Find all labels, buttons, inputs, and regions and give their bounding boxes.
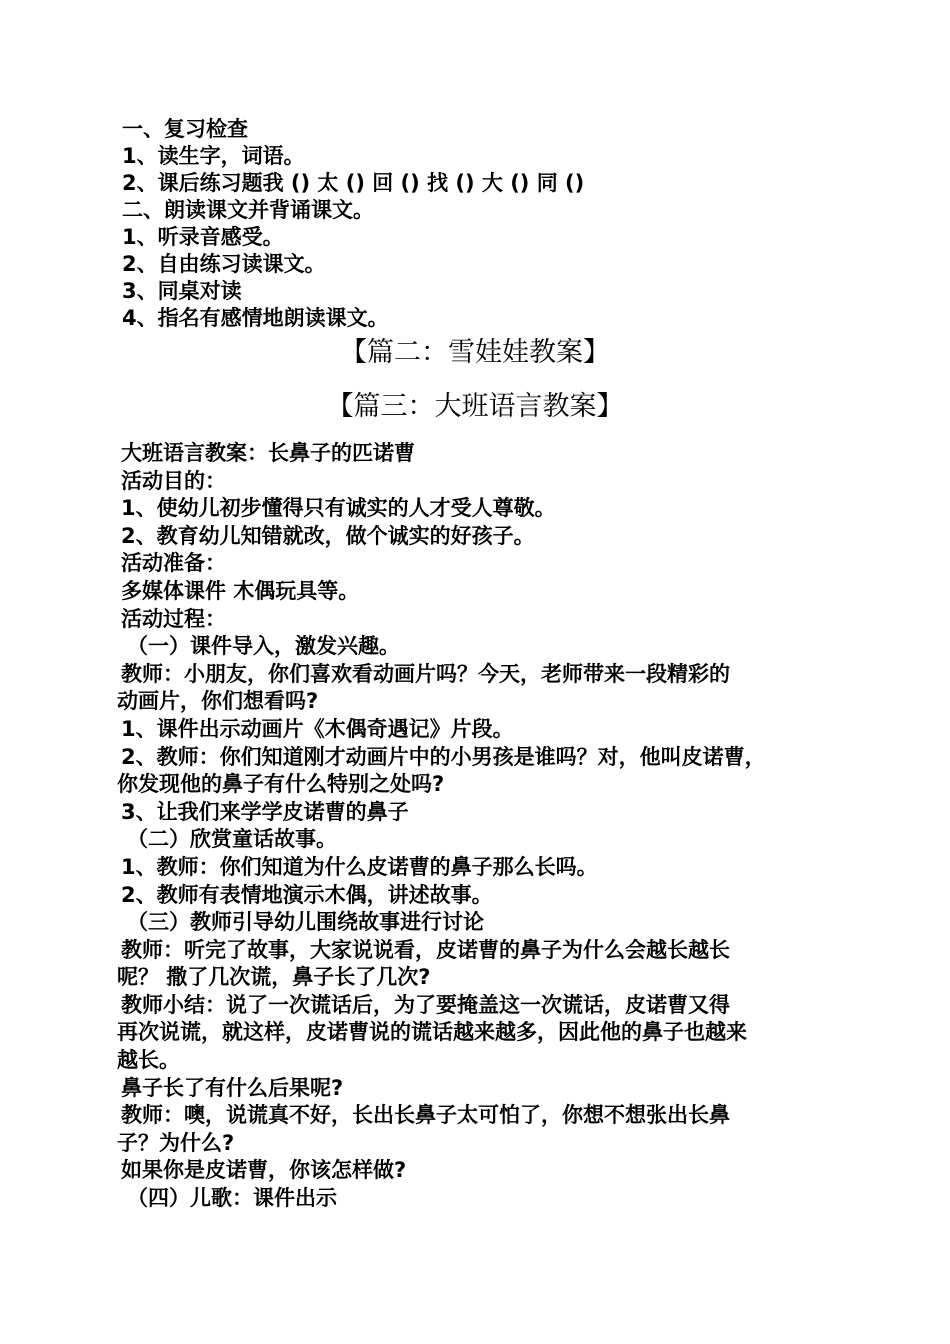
review-section [122, 116, 882, 332]
text-line: 1、读生字，词语。 [122, 144, 305, 168]
text-line: 2、自由练习读课文。 [122, 252, 326, 276]
text-line: 2、课后练习题我 () 太 () 回 () 找 () 大 () 同 () [122, 171, 585, 195]
text-line: 3、同桌对读 [122, 279, 242, 303]
text-line: 子？为什么? [117, 1130, 235, 1155]
text-line: 你发现他的鼻子有什么特别之处吗? [117, 772, 445, 797]
text-line: 1、听录音感受。 [122, 225, 284, 249]
heading-part3: 【篇三：大班语言教案】 [326, 391, 624, 422]
text-line: 1、课件出示动画片《木偶奇遇记》片段。 [121, 716, 514, 741]
heading-part2: 【篇二：雪娃娃教案】 [340, 337, 610, 368]
text-line: 1、使幼儿初步懂得只有诚实的人才受人尊敬。 [121, 496, 556, 521]
section-title-review: 一、复习检查 [122, 117, 248, 141]
text-line: 越长。 [117, 1048, 180, 1073]
text-line: 2、教育幼儿知错就改，做个诚实的好孩子。 [121, 523, 535, 548]
text-line: （四）儿歌：课件出示 [127, 1186, 337, 1211]
text-line: 再次说谎，就这样，皮诺曹说的谎话越来越多，因此他的鼻子也越来 [117, 1020, 747, 1045]
text-line: 动画片，你们想看吗? [117, 689, 319, 714]
text-line: 教师：噢，说谎真不好，长出长鼻子太可怕了，你想不想张出长鼻 [121, 1103, 730, 1128]
text-line: 教师小结：说了一次谎话后，为了要掩盖这一次谎话，皮诺曹又得 [121, 992, 730, 1017]
text-line: 活动准备： [121, 551, 226, 576]
text-line: 教师：听完了故事，大家说说看，皮诺曹的鼻子为什么会越长越长 [121, 937, 730, 962]
text-line: 1、教师：你们知道为什么皮诺曹的鼻子那么长吗。 [121, 854, 598, 879]
text-line: 活动目的： [121, 468, 226, 493]
text-line: （一）课件导入，激发兴趣。 [127, 634, 400, 659]
text-line: （二）欣赏童话故事。 [127, 827, 337, 852]
text-line: 4、指名有感情地朗读课文。 [122, 306, 389, 330]
text-line: 呢？ 撒了几次谎，鼻子长了几次? [117, 965, 431, 990]
text-line: 2、教师有表情地演示木偶，讲述故事。 [121, 882, 493, 907]
text-line: 如果你是皮诺曹，你该怎样做? [121, 1158, 407, 1183]
text-line: 3、让我们来学学皮诺曹的鼻子 [121, 799, 409, 824]
section-title-reading: 二、朗读课文并背诵课文。 [122, 198, 374, 222]
lesson-title: 大班语言教案：长鼻子的匹诺曹 [121, 441, 415, 465]
text-line: 教师：小朋友，你们喜欢看动画片吗？今天，老师带来一段精彩的 [121, 661, 730, 686]
text-line: 活动过程： [121, 606, 226, 631]
text-line: 多媒体课件 木偶玩具等。 [121, 578, 360, 603]
text-line: （三）教师引导幼儿围绕故事进行讨论 [127, 910, 484, 935]
lesson-plan-section [117, 440, 847, 1213]
text-line: 鼻子长了有什么后果呢? [121, 1075, 344, 1100]
text-line: 2、教师：你们知道刚才动画片中的小男孩是谁吗？对，他叫皮诺曹， [121, 744, 766, 769]
